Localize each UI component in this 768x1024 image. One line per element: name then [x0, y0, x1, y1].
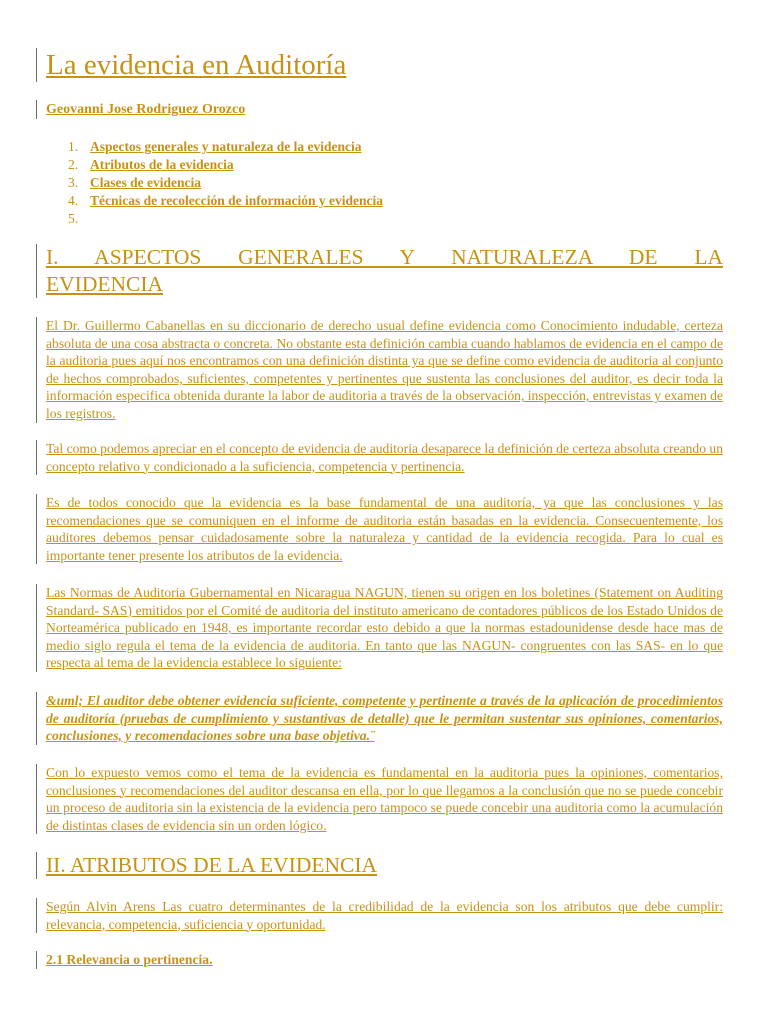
section1-heading-cont — [46, 271, 723, 298]
toc-number: 5. — [68, 211, 79, 226]
paragraph: Según Alvin Arens Las cuatro determinantes de la credibilidad de la evidencia son los atributos que debe cumplir: relevancia, competencia, suficiencia y oportunidad. — [46, 899, 723, 932]
toc-item-3[interactable] — [68, 174, 383, 192]
toc-number: 1. — [68, 139, 79, 154]
toc-item-5[interactable] — [68, 210, 383, 228]
section1-heading-block — [36, 244, 723, 298]
section1-heading-line1: I. ASPECTOS GENERALES Y NATURALEZA DE LA — [46, 245, 723, 269]
norm-quote: &uml; El auditor debe obtener evidencia suficiente, competente y pertinente a través de la aplicación de procedimientos de auditoría (pruebas de cumplimiento y sustantivas de detalle) que le permitan sustentar sus opiniones, comentarios, conclusiones, y recomendaciones sobre una base objetiva.¨ — [46, 693, 723, 744]
paragraph-block — [36, 898, 723, 933]
toc-label: Atributos de la evidencia — [90, 157, 234, 172]
author-link[interactable]: Geovanni Jose Rodriguez Orozco — [46, 102, 246, 117]
toc-item-1[interactable] — [68, 138, 383, 156]
section2-heading: II. ATRIBUTOS DE LA EVIDENCIA — [46, 853, 378, 877]
toc-label: Clases de evidencia — [90, 175, 201, 190]
toc-number: 2. — [68, 157, 79, 172]
table-of-contents — [68, 138, 383, 228]
paragraph-block — [36, 317, 723, 423]
toc-label: Técnicas de recolección de información y evidencia — [90, 193, 383, 208]
toc-number: 3. — [68, 175, 79, 190]
paragraph: Tal como podemos apreciar en el concepto de evidencia de auditoria desaparece la definición de certeza absoluta creando un concepto relativo y condicionado a la suficiencia, competencia y pertinencia. — [46, 441, 723, 474]
paragraph: Es de todos conocido que la evidencia es la base fundamental de una auditoría, ya que las conclusiones y las recomendaciones que se comuniquen en el informe de auditoria están basadas en la evidencia. Consecuentemente, los auditores debemos pensar cuidadosamente sobre la naturaleza y cantidad de la evidencia recogida. Para lo cual es importante tener presente los atributos de la evidencia. — [46, 495, 723, 563]
toc-label: Aspectos generales y naturaleza de la evidencia — [90, 139, 362, 154]
paragraph-block — [36, 764, 723, 834]
toc-number: 4. — [68, 193, 79, 208]
paragraph: El Dr. Guillermo Cabanellas en su diccionario de derecho usual define evidencia como Conocimiento indudable, certeza absoluta de una cosa abstracta o concreta. No obstante esta definición cambia cuando hablamos de evidencia en el campo de la auditoria pues aquí nos encontramos con una definición distinta ya que se define como evidencia de auditoria al conjunto de hechos comprobados, suficientes, competentes y pertinentes que sustenta las conclusiones del auditor, es decir toda la información especifica obtenida durante la labor de auditoria a través de la observación, inspección, entrevistas y examen de los registros. — [46, 318, 723, 421]
quote-block — [36, 692, 723, 745]
toc-item-4[interactable] — [68, 192, 383, 210]
paragraph: Las Normas de Auditoria Gubernamental en Nicaragua NAGUN, tienen su origen en los boletines (Statement on Auditing Standard- SAS) emitidos por el Comité de auditoria del instituto americano de contadores públicos de los Estado Unidos de Norteamérica publicado en 1948, es importante recordar esto debido a que la normas estadounidense desde hace mas de medio siglo regula el tema de la evidencia de auditoria. En tanto que las NAGUN- congruentes con las SAS- en lo que respecta al tema de la evidencia establece lo siguiente: — [46, 585, 723, 671]
title-block — [36, 48, 723, 82]
paragraph-block — [36, 494, 723, 564]
author-block — [36, 100, 723, 119]
page-title: La evidencia en Auditoría — [46, 49, 347, 81]
toc-item-2[interactable] — [68, 156, 383, 174]
subsection-block — [36, 951, 723, 969]
subsection-heading: 2.1 Relevancia o pertinencia. — [46, 952, 213, 967]
section1-heading-line2: EVIDENCIA — [46, 272, 164, 296]
paragraph: Con lo expuesto vemos como el tema de la evidencia es fundamental en la auditoria pues la opiniones, comentarios, conclusiones y recomendaciones del auditor descansa en ella, por lo que llegamos a la conclusión que no se puede concebir un proceso de auditoria sin la existencia de la evidencia pero tampoco se puede concebir una auditoria como la acumulación de distintas clases de evidencia sin un orden lógico. — [46, 765, 723, 833]
section2-heading-block — [36, 852, 723, 879]
paragraph-block — [36, 440, 723, 475]
section1-heading — [46, 244, 723, 271]
paragraph-block — [36, 584, 723, 672]
